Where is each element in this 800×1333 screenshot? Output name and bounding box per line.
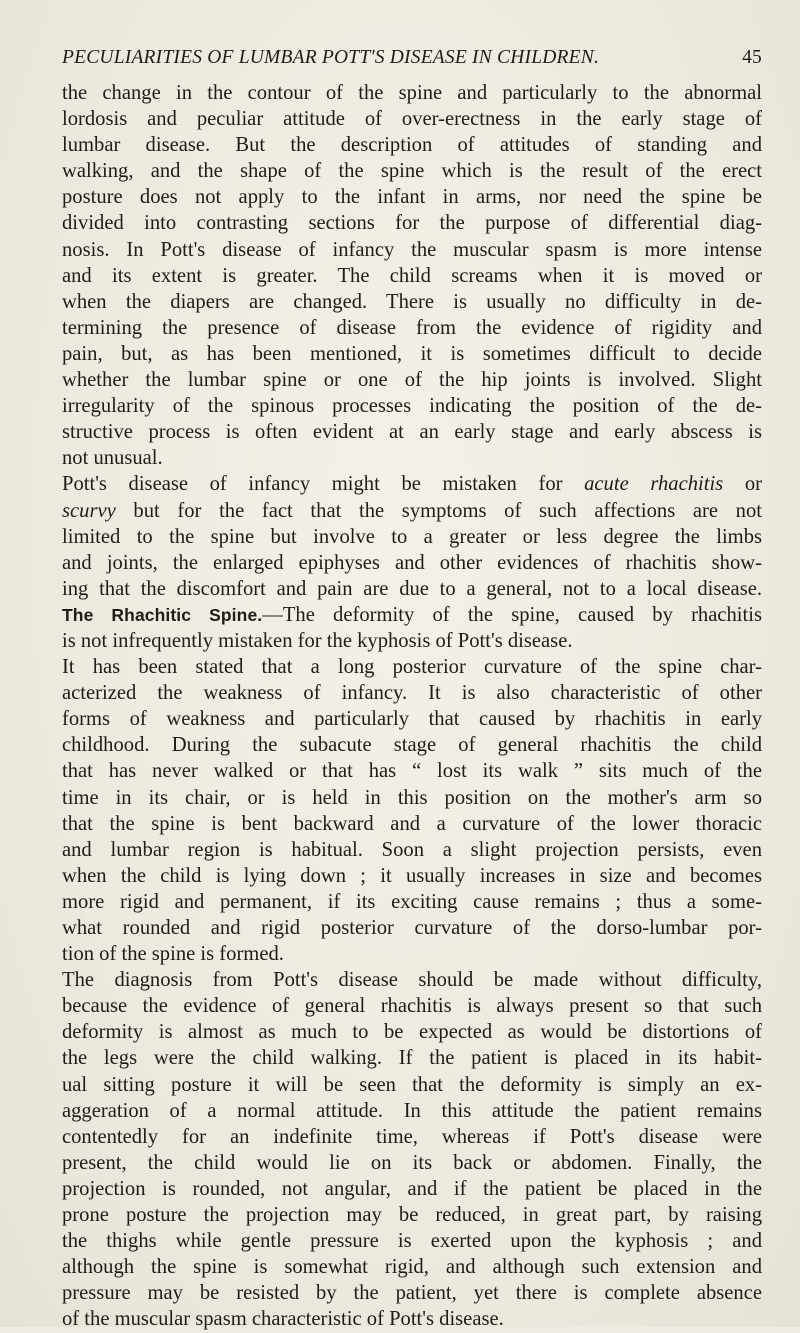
- text-line: contentedly for an indefinite time, whereas if Pott's disease were: [62, 1125, 762, 1148]
- text-line: and lumbar region is habitual. Soon a slight projection persists, even: [62, 838, 762, 861]
- text-line: The diagnosis from Pott's disease should be made without difficulty,: [62, 969, 762, 992]
- italic-term: acute rhachitis: [584, 473, 724, 496]
- text-line: that the spine is bent backward and a curvature of the lower thoracic: [62, 812, 762, 835]
- text-line: that has never walked or that has “ lost its walk ” sits much of the: [62, 760, 762, 783]
- text-line: limited to the spine but involve to a greater or less degree the limbs: [62, 525, 762, 548]
- text-line: time in its chair, or is held in this position on the mother's arm so: [62, 786, 762, 809]
- text-line: pressure may be resisted by the patient, yet there is complete absence: [62, 1282, 762, 1305]
- text-line: not unusual.: [62, 447, 163, 470]
- text-line: because the evidence of general rhachitis is always present so that such: [62, 995, 762, 1018]
- text-line: prone posture the projection may be reduced, in great part, by raising: [62, 1204, 762, 1227]
- paragraph-first-line: Pott's disease of infancy might be mistaken for acute rhachitis or: [62, 473, 762, 496]
- text-line: divided into contrasting sections for the purpose of differential diag-: [62, 212, 762, 235]
- text-line: and joints, the enlarged epiphyses and other evidences of rhachitis show-: [62, 551, 762, 574]
- text-line: when the child is lying down ; it usually increases in size and becomes: [62, 864, 762, 887]
- text-line: ing that the discomfort and pain are due to a general, not to a local disease.: [62, 577, 762, 600]
- text-line: termining the presence of disease from the evidence of rigidity and: [62, 316, 762, 339]
- body-text: [62, 80, 762, 1333]
- text-line: pain, but, as has been mentioned, it is sometimes difficult to decide: [62, 342, 762, 365]
- text-line: posture does not apply to the infant in arms, nor need the spine be: [62, 186, 762, 209]
- text-line: tion of the spine is formed.: [62, 943, 284, 966]
- text-line: It has been stated that a long posterior curvature of the spine char-: [62, 656, 762, 679]
- text-line: present, the child would lie on its back or abdomen. Finally, the: [62, 1151, 762, 1174]
- text-line: scurvy but for the fact that the symptoms of such affections are not: [62, 499, 762, 522]
- text-line: the change in the contour of the spine and particularly to the abnormal: [62, 82, 762, 104]
- text-line: aggeration of a normal attitude. In this attitude the patient remains: [62, 1099, 762, 1122]
- text-line: more rigid and permanent, if its exciting cause remains ; thus a some-: [62, 890, 762, 913]
- page-number: 45: [742, 47, 762, 68]
- text-line: although the spine is somewhat rigid, and although such extension and: [62, 1256, 762, 1279]
- text-line: and its extent is greater. The child screams when it is moved or: [62, 264, 762, 287]
- text-line: the thighs while gentle pressure is exerted upon the kyphosis ; and: [62, 1230, 762, 1253]
- text-line: when the diapers are changed. There is usually no difficulty in de-: [62, 290, 762, 313]
- text-line: ual sitting posture it will be seen that the deformity is simply an ex-: [62, 1073, 762, 1096]
- text-line: irregularity of the spinous processes indicating the position of the de-: [62, 395, 762, 418]
- text-line: walking, and the shape of the spine which is the result of the erect: [62, 160, 762, 183]
- text-line: acterized the weakness of infancy. It is also characteristic of other: [62, 682, 762, 705]
- running-head: [62, 47, 762, 77]
- text-line: is not infrequently mistaken for the kyphosis of Pott's disease.: [62, 629, 573, 652]
- text-line: projection is rounded, not angular, and if the patient be placed in the: [62, 1177, 762, 1200]
- text-line: structive process is often evident at an early stage and early abscess is: [62, 421, 762, 444]
- running-title: PECULIARITIES OF LUMBAR POTT'S DISEASE IN CHILDREN.: [62, 47, 600, 68]
- text-line: whether the lumbar spine or one of the hip joints is involved. Slight: [62, 369, 762, 392]
- text-line: of the muscular spasm characteristic of Pott's disease.: [62, 1308, 504, 1331]
- section-heading: The Rhachitic Spine.: [62, 604, 263, 625]
- text-line: deformity is almost as much to be expected as would be distortions of: [62, 1021, 762, 1044]
- text-line: lordosis and peculiar attitude of over-erectness in the early stage of: [62, 108, 762, 131]
- text-line: the legs were the child walking. If the patient is placed in its habit-: [62, 1047, 762, 1070]
- text-line: what rounded and rigid posterior curvature of the dorso-lumbar por-: [62, 917, 762, 939]
- text-line: nosis. In Pott's disease of infancy the muscular spasm is more intense: [62, 238, 762, 261]
- section-first-line: The Rhachitic Spine.—The deformity of the spine, caused by rhachitis: [62, 603, 762, 626]
- text-line: forms of weakness and particularly that caused by rhachitis in early: [62, 708, 762, 731]
- text-line: lumbar disease. But the description of attitudes of standing and: [62, 134, 762, 157]
- text-line: childhood. During the subacute stage of general rhachitis the child: [62, 734, 762, 757]
- italic-term: scurvy: [62, 499, 116, 522]
